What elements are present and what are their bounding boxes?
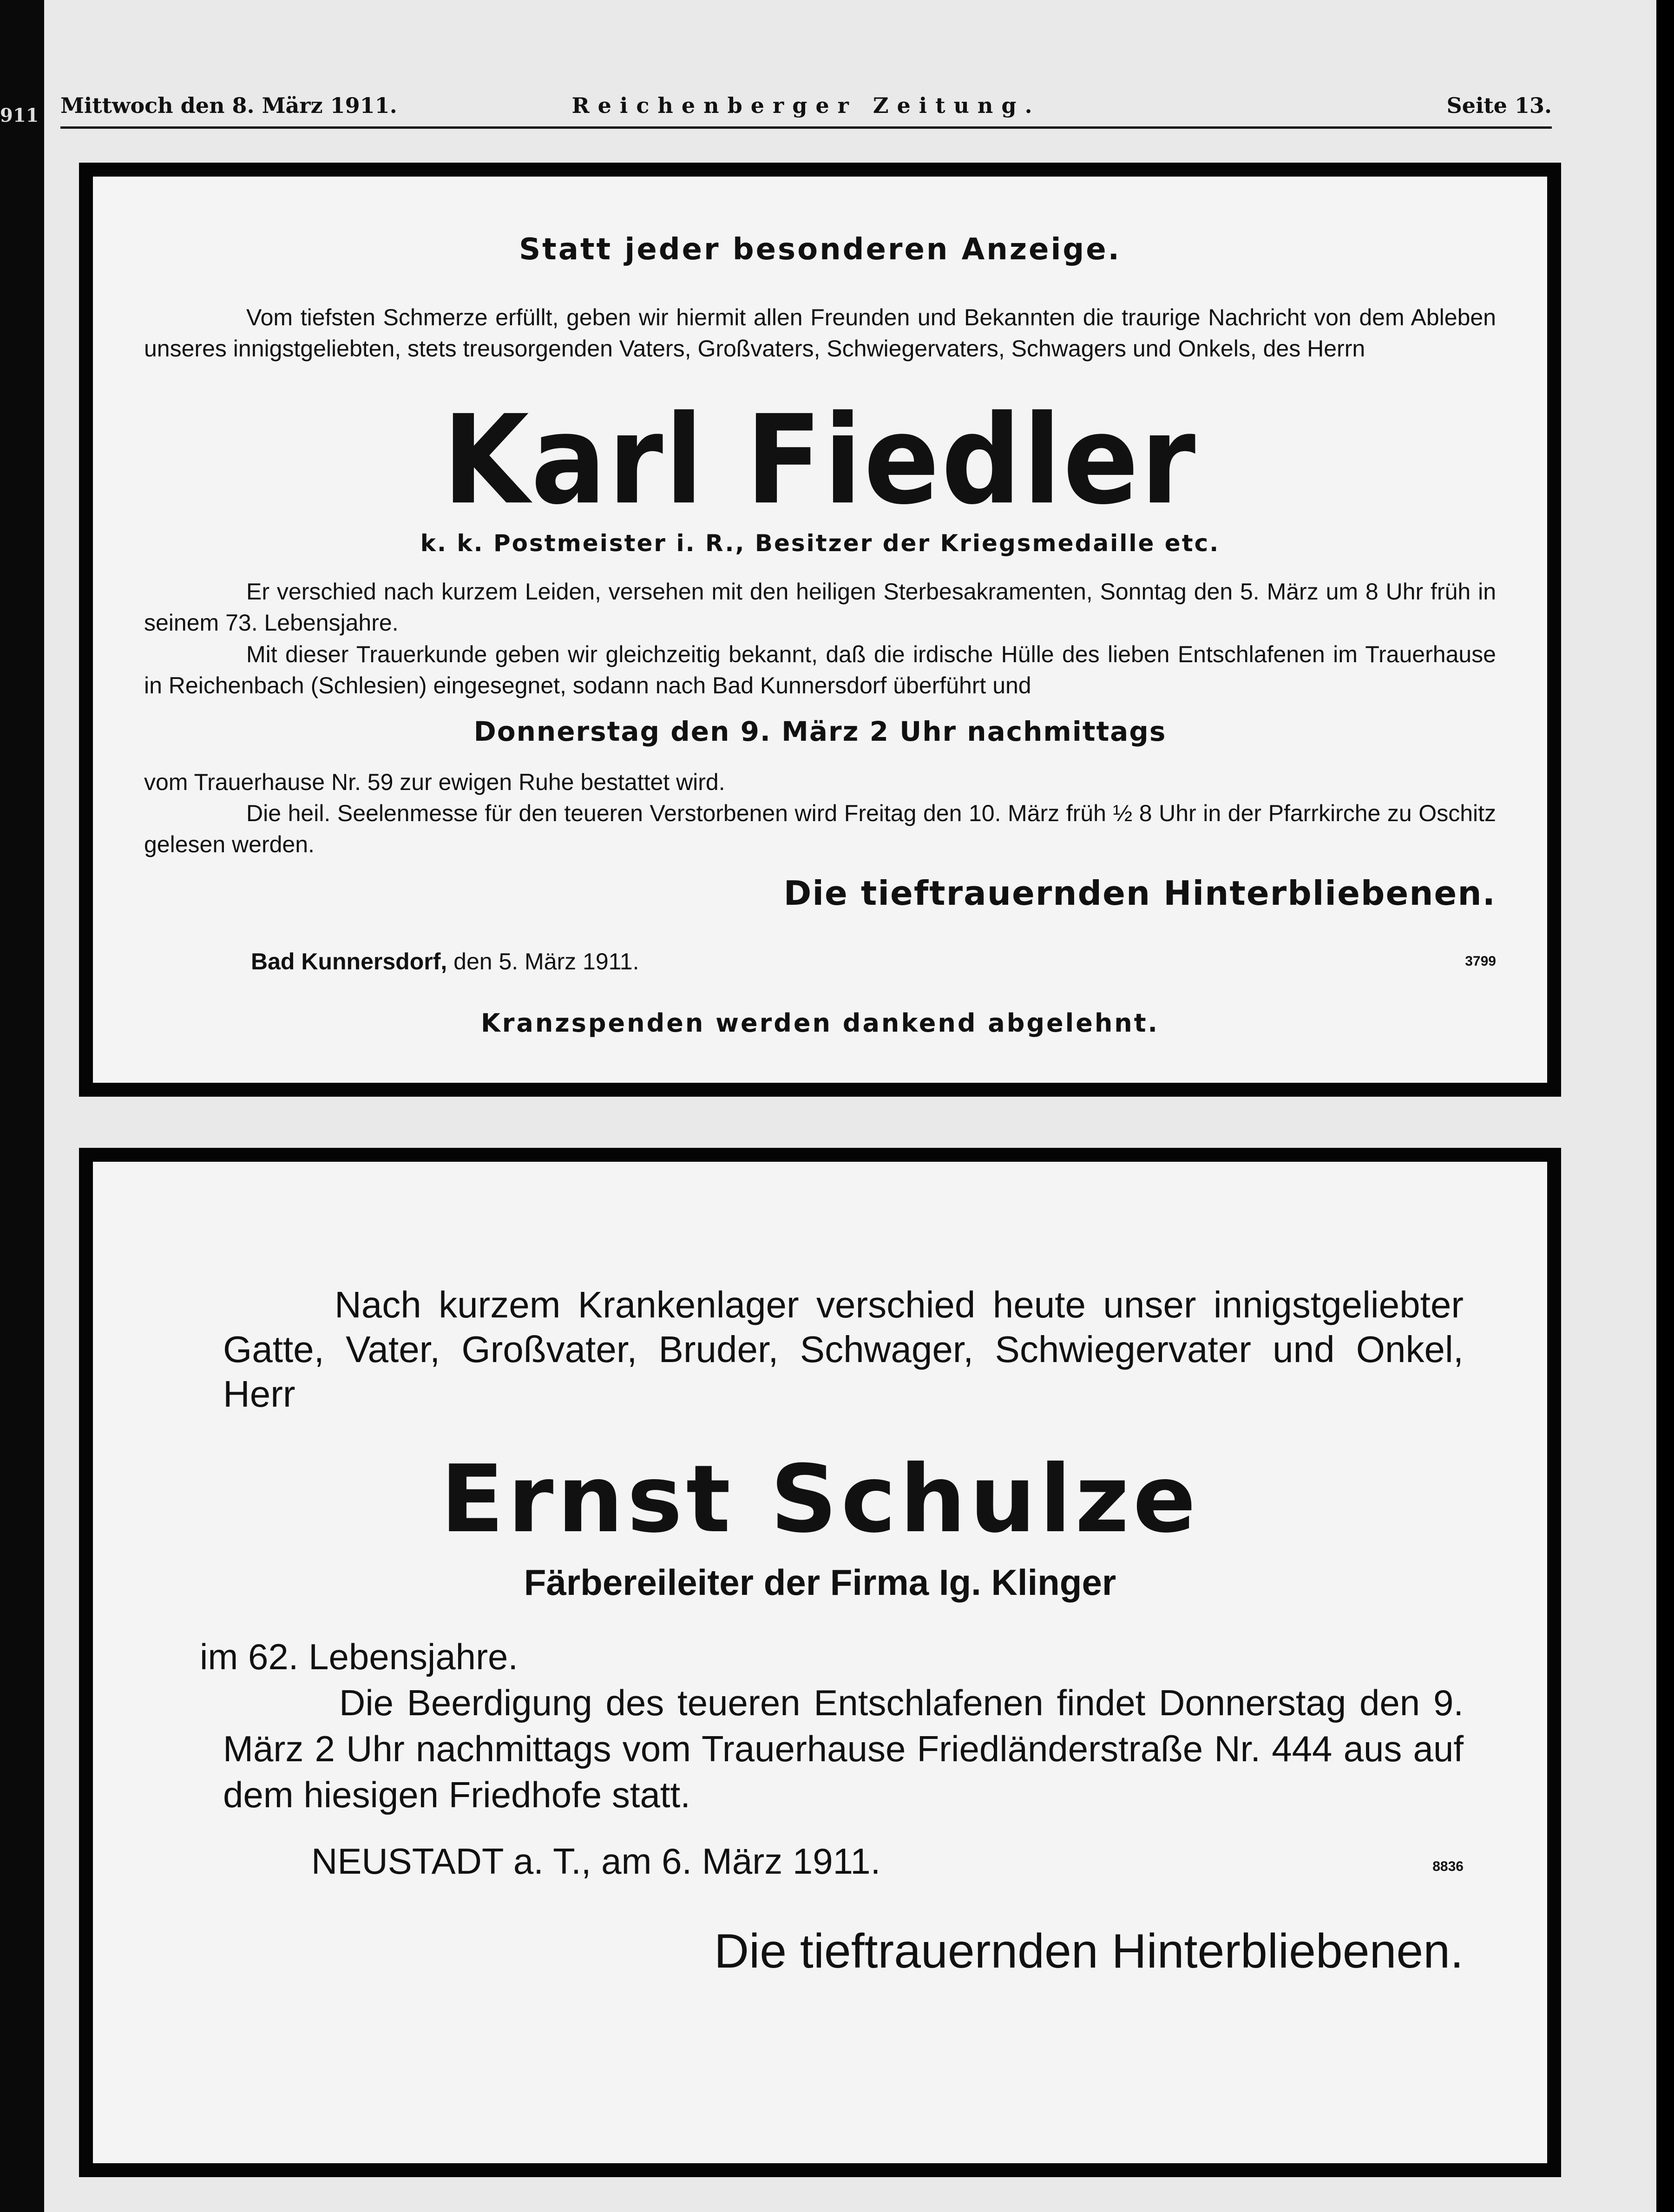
signature: Die tieftrauernden Hinterbliebenen. (783, 874, 1496, 913)
date: den 5. März 1911. (453, 948, 639, 974)
intro-text: Vom tiefsten Schmerze erfüllt, geben wir hiermit allen Freunden und Bekannten die traurige Nachricht von dem Ableben unseres innigstgeliebten, stets treusorgenden Vaters, Großvaters, Schwiegervaters, Schwagers und Onkels, des Herrn (144, 304, 1496, 362)
notice-intro (223, 1283, 1464, 1416)
burial-text: vom Trauerhause Nr. 59 zur ewigen Ruhe bestattet wird. (144, 769, 725, 795)
place-date: NEUSTADT a. T., am 6. März 1911. (311, 1841, 881, 1882)
deceased-name: Ernst Schulze (440, 1445, 1200, 1554)
margin-mark: 911 (0, 105, 39, 126)
header-page-number: Seite 13. (1446, 93, 1552, 118)
deceased-title: k. k. Postmeister i. R., Besitzer der Kriegsmedaille etc. (420, 530, 1220, 557)
deceased-age: im 62. Lebensjahre. (200, 1636, 519, 1677)
deceased-name: Karl Fiedler (442, 388, 1198, 532)
reference-number: 3799 (1465, 954, 1496, 969)
intro-text: Nach kurzem Krankenlager verschied heute unser innigstgeliebter Gatte, Vater, Großvater, Bruder, Schwager, Schwiegervater und Onkel, Herr (223, 1284, 1464, 1415)
reference-number: 8836 (1432, 1859, 1464, 1874)
deceased-occupation: Färbereileiter der Firma Ig. Klinger (524, 1562, 1116, 1603)
burial-paragraph (144, 767, 1496, 860)
notice-intro (144, 302, 1496, 364)
funeral-date: Donnerstag den 9. März 2 Uhr nachmittags (473, 716, 1167, 747)
place-date (251, 948, 639, 975)
mass-text: Die heil. Seelenmesse für den teueren Verstorbenen wird Freitag den 10. März früh ½ 8 Uhr in der Pfarrkirche zu Oschitz gelesen werden. (144, 800, 1496, 857)
header-date: Mittwoch den 8. März 1911. (60, 93, 397, 118)
obituary-notice-schulze (79, 1148, 1561, 2177)
place: Bad Kunnersdorf, (251, 948, 447, 974)
page-left-edge (0, 0, 44, 2212)
death-text: Er verschied nach kurzem Leiden, versehen mit den heiligen Sterbesakramenten, Sonntag den 5. März um 8 Uhr früh in seinem 73. Lebensjahre. (144, 579, 1496, 636)
closing-note: Kranzspenden werden dankend abgelehnt. (480, 1008, 1160, 1038)
obituary-notice-fiedler (79, 163, 1561, 1097)
notice-pre-title: Statt jeder besonderen Anzeige. (519, 232, 1121, 267)
death-paragraph (144, 576, 1496, 639)
blessing-text: Mit dieser Trauerkunde geben wir gleichzeitig bekannt, daß die irdische Hülle des lieben Entschlafenen im Trauerhause in Reichenbach (Schlesien) eingesegnet, sodann nach Bad Kunnersdorf überführt und (144, 641, 1496, 698)
burial-text: Die Beerdigung des teueren Entschlafenen findet Donnerstag den 9. März 2 Uhr nachmittags vom Trauerhause Friedländerstraße Nr. 444 aus auf dem hiesigen Friedhofe statt. (223, 1682, 1464, 1815)
header-newspaper-name: Reichenberger Zeitung. (571, 93, 1041, 118)
signature: Die tieftrauernden Hinterbliebenen. (714, 1924, 1464, 1978)
page-header (60, 88, 1552, 130)
blessing-paragraph (144, 639, 1496, 701)
header-rule (60, 126, 1552, 129)
burial-paragraph (223, 1680, 1464, 1818)
